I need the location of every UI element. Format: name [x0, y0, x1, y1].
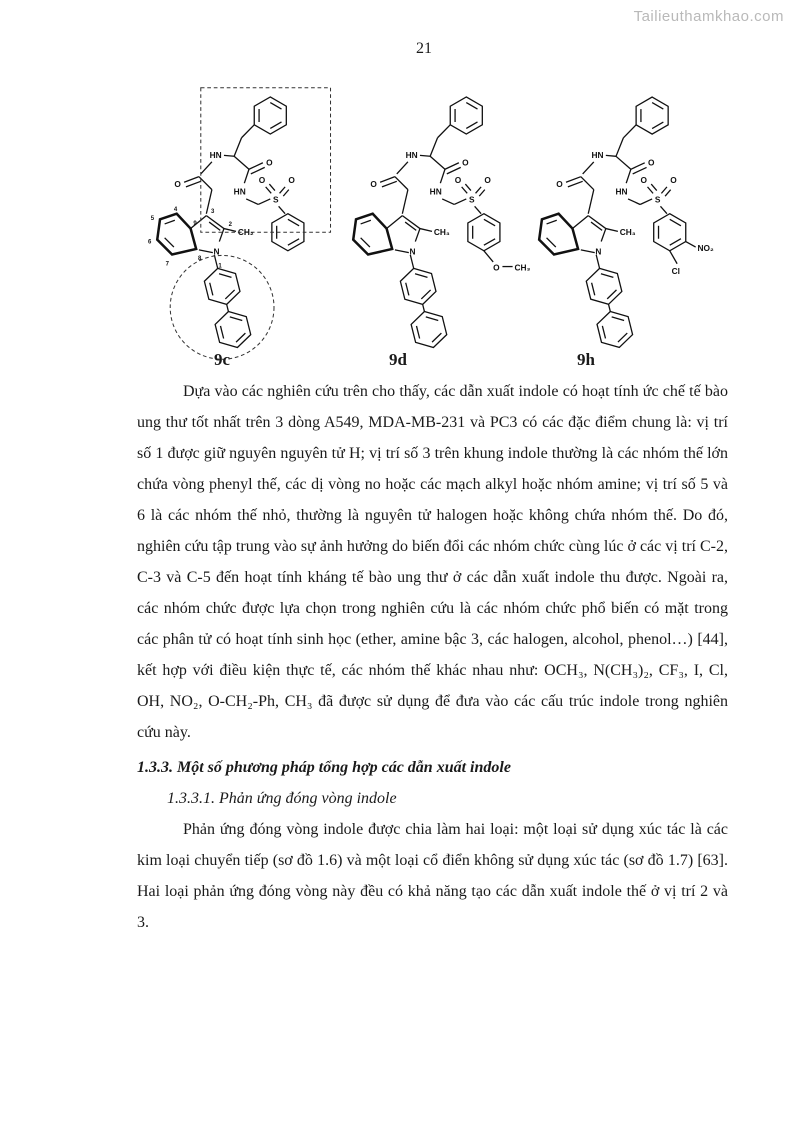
substituent-cl: Cl: [671, 265, 680, 276]
bond-lines: [539, 97, 696, 351]
molecule-label-9h: 9h: [577, 350, 595, 369]
position-number-7: 7: [165, 261, 169, 268]
body-text: [137, 376, 728, 938]
substituent-c2: CH₃: [433, 227, 450, 238]
atom-label-o-amide-left: O: [556, 178, 563, 189]
position-number-6: 6: [147, 239, 152, 246]
substituent-methoxy-o: O: [493, 262, 500, 273]
atom-label-s: S: [469, 194, 475, 205]
atom-label-hn2: HN: [233, 186, 246, 197]
atom-label-o-amide-right: O: [266, 157, 273, 168]
molecule-9h: [516, 84, 729, 362]
position-number-8: 8: [198, 256, 202, 263]
atom-label-o-amide-left: O: [174, 178, 181, 189]
atom-label-o-s-left: O: [258, 175, 266, 186]
substituent-c2: CH₂: [237, 227, 254, 238]
paragraph-intro: Dựa vào các nghiên cứu trên cho thấy, các dẫn xuất indole có hoạt tính ức chế tế bào ung thư tốt nhất trên 3 dòng A549, MDA-MB-231 và PC3 có các đặc điểm chung là: vị trí số 1 được giữ nguyên nguyên tử H; vị trí số 3 trên khung indole thường là các nhóm thế lớn chứa vòng phenyl thế, các dị vòng no hoặc các mạch alkyl hoặc nhóm amine; vị trí số 5 và 6 là các nhóm thế nhỏ, thường là nguyên tử halogen hoặc không chứa nhóm thế. Do đó, nghiên cứu tập trung vào sự ảnh hưởng do biến đổi các nhóm chức cùng lúc ở các vị trí C-2, C-3 và C-5 đến hoạt tính kháng tế bào ung thư ở các dẫn xuất indole thu được. Ngoài ra, các nhóm chức được lựa chọn trong nghiên cứu là các nhóm chức phổ biến có mặt trong các phân tử có hoạt tính sinh học (ether, amine bậc 3, các halogen, alcohol, phenol…) [44], kết hợp với điều kiện thực tế, các nhóm thế khác nhau như: OCH₃, N(CH₃)₂, CF₃, I, Cl, OH, NO₂, O-CH₂-Ph, CH₃ đã được sử dụng để đưa vào các cấu trúc indole trong nghiên cứu này.: [137, 383, 728, 741]
page-number: 21: [416, 40, 432, 57]
substituent-no2: NO₂: [697, 242, 714, 253]
atom-label-n: N: [409, 246, 416, 257]
atom-label-o-s-right: O: [670, 175, 677, 186]
atom-label-o-s-left: O: [640, 175, 648, 186]
atom-label-o-amide-left: O: [370, 178, 377, 189]
substituent-c2: CH₃: [619, 227, 636, 238]
atom-label-s: S: [654, 194, 661, 205]
position-number-5: 5: [150, 216, 155, 223]
atom-label-hn2: HN: [615, 186, 628, 197]
figure-indole-structures: [0, 84, 794, 384]
atom-label-o-amide-right: O: [647, 157, 655, 168]
position-number-3: 3: [210, 208, 215, 215]
atom-label-o-s-left: O: [454, 175, 462, 186]
atom-label-hn1: HN: [209, 150, 222, 161]
position-number-2: 2: [228, 221, 232, 228]
heading-1-3-3-1: 1.3.3.1. Phản ứng đóng vòng indole: [167, 790, 397, 807]
atom-label-s: S: [273, 194, 279, 205]
position-number-1: 1: [218, 263, 222, 270]
atom-label-n: N: [595, 246, 602, 257]
molecule-label-9d: 9d: [389, 350, 407, 369]
paragraph-cyclization: Phản ứng đóng vòng indole được chia làm hai loại: một loại sử dụng xúc tác là các kim loại chuyển tiếp (sơ đồ 1.6) và một loại cổ điển không sử dụng xúc tác (sơ đồ 1.7) [63]. Hai loại phản ứng đóng vòng này đều có khả năng tạo các dẫn xuất indole thế ở vị trí 2 và 3.: [137, 821, 728, 931]
position-number-9: 9: [193, 220, 197, 227]
watermark-text: Tailieuthamkhao.com: [633, 8, 784, 25]
atom-label-o-amide-right: O: [462, 157, 469, 168]
bond-lines: [353, 97, 512, 351]
molecule-9d: [330, 84, 534, 362]
heading-1-3-3: 1.3.3. Một số phương pháp tổng hợp các dẫn xuất indole: [137, 759, 511, 776]
substituent-methoxy-ch3: CH₃: [514, 262, 531, 273]
atom-label-hn1: HN: [405, 150, 418, 161]
atom-label-hn1: HN: [591, 150, 604, 161]
molecule-label-9c: 9c: [213, 350, 231, 369]
atom-label-o-s-right: O: [484, 175, 491, 186]
atom-label-hn2: HN: [429, 186, 442, 197]
position-number-4: 4: [173, 206, 178, 213]
atom-label-n: N: [213, 246, 220, 257]
molecule-9c: [134, 84, 338, 362]
atom-label-o-s-right: O: [288, 175, 295, 186]
